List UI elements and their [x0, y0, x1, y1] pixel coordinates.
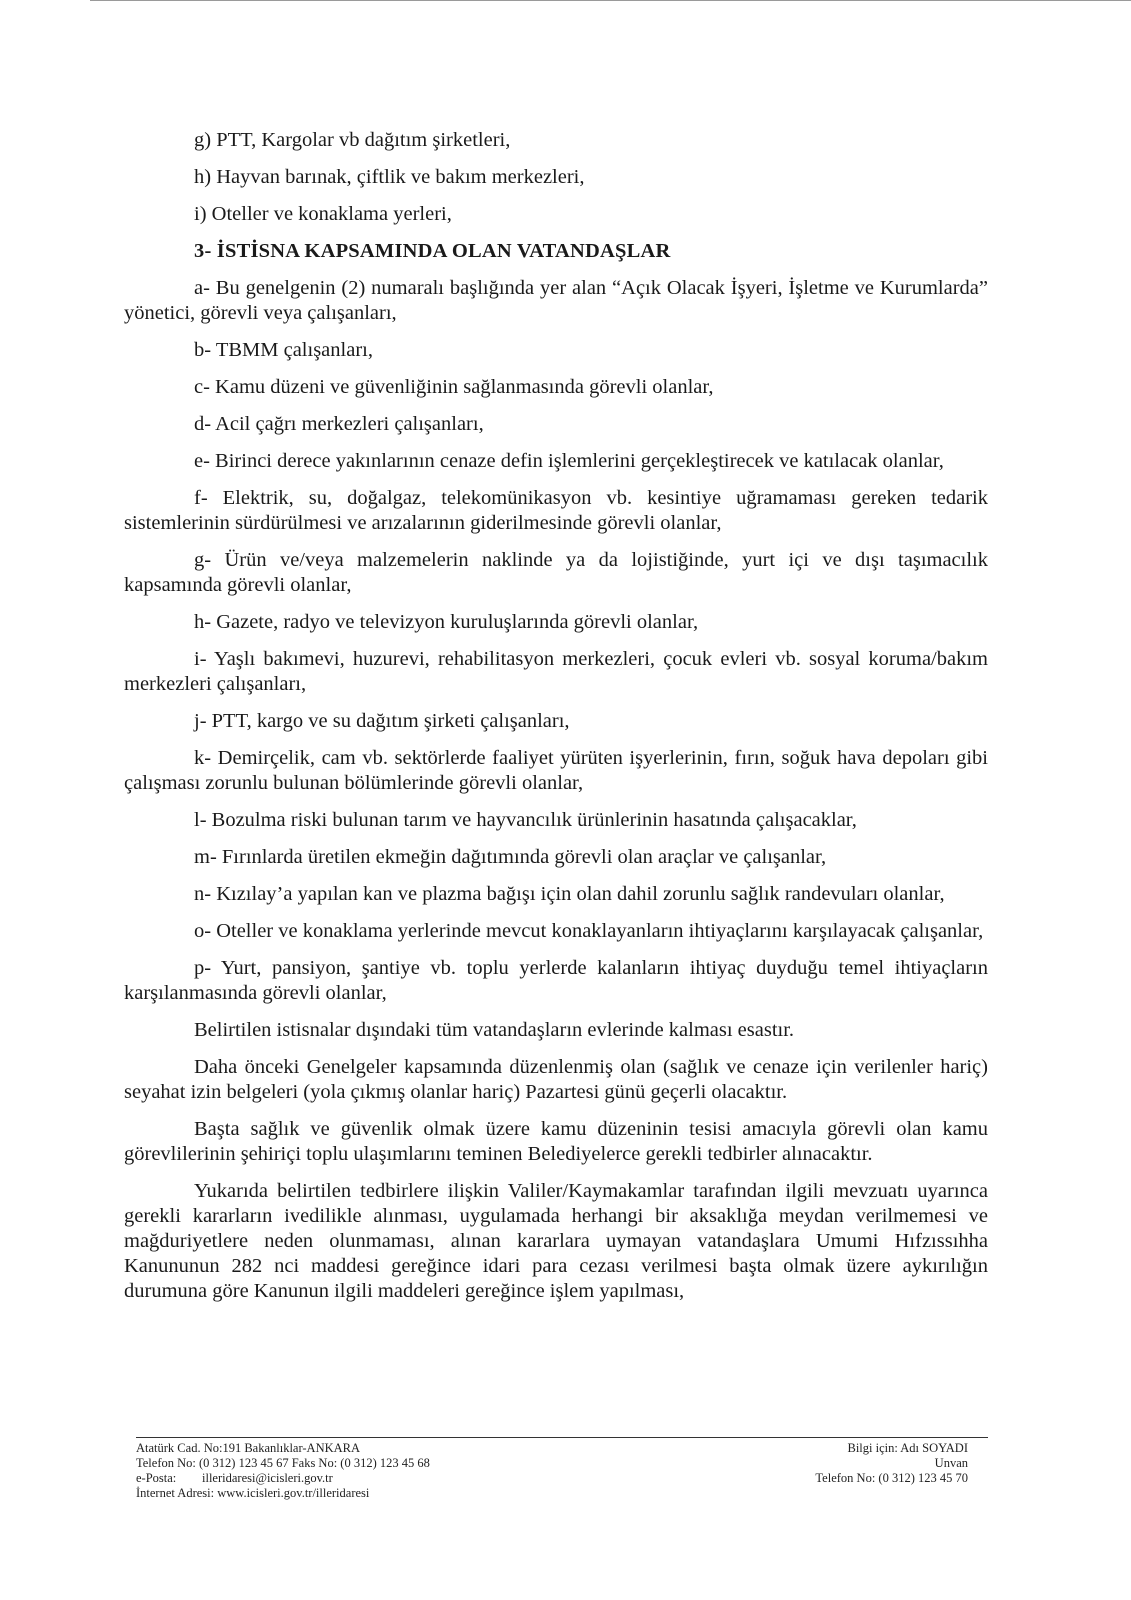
footer-phone-fax: Telefon No: (0 312) 123 45 67 Faks No: (0 312) 123 45 68 — [136, 1456, 430, 1470]
footer-info-phone: Telefon No: (0 312) 123 45 70 — [815, 1471, 968, 1485]
footer-email-label: e-Posta: — [136, 1471, 177, 1485]
exception-item-e: e- Birinci derece yakınlarının cenaze defin işlemlerini gerçekleştirecek ve katılacak olanlar, — [194, 450, 944, 472]
list-item: i) Oteller ve konaklama yerleri, — [194, 203, 452, 225]
exception-item-n: n- Kızılay’a yapılan kan ve plazma bağışı için olan dahil zorunlu sağlık randevuları olanlar, — [194, 883, 945, 905]
section-heading: 3- İSTİSNA KAPSAMINDA OLAN VATANDAŞLAR — [194, 240, 671, 262]
footer-address: Atatürk Cad. No:191 Bakanlıklar-ANKARA — [136, 1441, 361, 1455]
document-body — [124, 128, 988, 1304]
footer-website: İnternet Adresi: www.icisleri.gov.tr/illeridaresi — [136, 1486, 370, 1500]
exception-item-i: i- Yaşlı bakımevi, huzurevi, rehabilitasyon merkezleri, çocuk evleri vb. sosyal koruma/bakım merkezleri çalışanları, — [124, 648, 988, 695]
exception-item-g: g- Ürün ve/veya malzemelerin naklinde ya da lojistiğinde, yurt içi ve dışı taşımacılık kapsamında görevli olanlar, — [124, 549, 988, 596]
exception-item-j: j- PTT, kargo ve su dağıtım şirketi çalışanları, — [194, 710, 570, 732]
exception-item-p: p- Yurt, pansiyon, şantiye vb. toplu yerlerde kalanların ihtiyaç duyduğu temel ihtiyaçların karşılanmasında görevli olanlar, — [124, 957, 988, 1004]
footer-email-line — [136, 1471, 430, 1486]
footer-info-title: Unvan — [934, 1456, 968, 1470]
exception-item-h: h- Gazete, radyo ve televizyon kuruluşlarında görevli olanlar, — [194, 611, 699, 633]
exception-item-f: f- Elektrik, su, doğalgaz, telekomünikasyon vb. kesintiye uğramaması gereken tedarik sistemlerinin sürdürülmesi ve arızalarının giderilmesinde görevli olanlar, — [124, 487, 988, 534]
exception-item-l: l- Bozulma riski bulunan tarım ve hayvancılık ürünlerinin hasatında çalışacaklar, — [194, 809, 857, 831]
exception-item-b: b- TBMM çalışanları, — [194, 339, 373, 361]
list-item: h) Hayvan barınak, çiftlik ve bakım merkezleri, — [194, 166, 585, 188]
footer-info-contact: Bilgi için: Adı SOYADI — [847, 1441, 968, 1455]
footer-email: illeridaresi@icisleri.gov.tr — [202, 1471, 333, 1485]
body-paragraph: Belirtilen istisnalar dışındaki tüm vatandaşların evlerinde kalması esastır. — [194, 1019, 795, 1041]
top-scan-edge — [90, 0, 1131, 1]
exception-item-o: o- Oteller ve konaklama yerlerinde mevcut konaklayanların ihtiyaçlarını karşılayacak çalışanlar, — [194, 920, 984, 942]
footer-contact-block — [136, 1441, 430, 1501]
exception-item-a: a- Bu genelgenin (2) numaralı başlığında yer alan “Açık Olacak İşyeri, İşletme ve Kurumlarda” yönetici, görevli veya çalışanları, — [124, 277, 988, 324]
exception-item-k: k- Demirçelik, cam vb. sektörlerde faaliyet yürüten işyerlerinin, fırın, soğuk hava depoları gibi çalışması zorunlu bulunan bölümlerinde görevli olanlar, — [124, 747, 988, 794]
list-item: g) PTT, Kargolar vb dağıtım şirketleri, — [194, 129, 511, 151]
footer-info-block — [815, 1441, 968, 1486]
body-paragraph: Yukarıda belirtilen tedbirlere ilişkin Valiler/Kaymakamlar tarafından ilgili mevzuatı uyarınca gerekli kararların ivedilikle alınması, uygulamada herhangi bir aksaklığa meydan verilmemesi ve mağduriyetlere neden olunmaması, alınan kararlara uymayan vatandaşlara Umumi Hıfzıssıhha Kanununun 282 nci maddesi gereğince idari para cezası verilmesi başta olmak üzere aykırılığın durumuna göre Kanunun ilgili maddeleri gereğince işlem yapılması, — [124, 1180, 988, 1302]
body-paragraph: Daha önceki Genelgeler kapsamında düzenlenmiş olan (sağlık ve cenaze için verilenler hariç) seyahat izin belgeleri (yola çıkmış olanlar hariç) Pazartesi günü geçerli olacaktır. — [124, 1056, 988, 1103]
exception-item-c: c- Kamu düzeni ve güvenliğinin sağlanmasında görevli olanlar, — [194, 376, 714, 398]
exception-item-d: d- Acil çağrı merkezleri çalışanları, — [194, 413, 484, 435]
body-paragraph: Başta sağlık ve güvenlik olmak üzere kamu düzeninin tesisi amacıyla görevli olan kamu görevlilerinin şehiriçi toplu ulaşımlarını teminen Belediyelerce gerekli tedbirler alınacaktır. — [124, 1118, 988, 1165]
letterhead-footer — [136, 1437, 988, 1501]
exception-item-m: m- Fırınlarda üretilen ekmeğin dağıtımında görevli olan araçlar ve çalışanlar, — [194, 846, 827, 868]
